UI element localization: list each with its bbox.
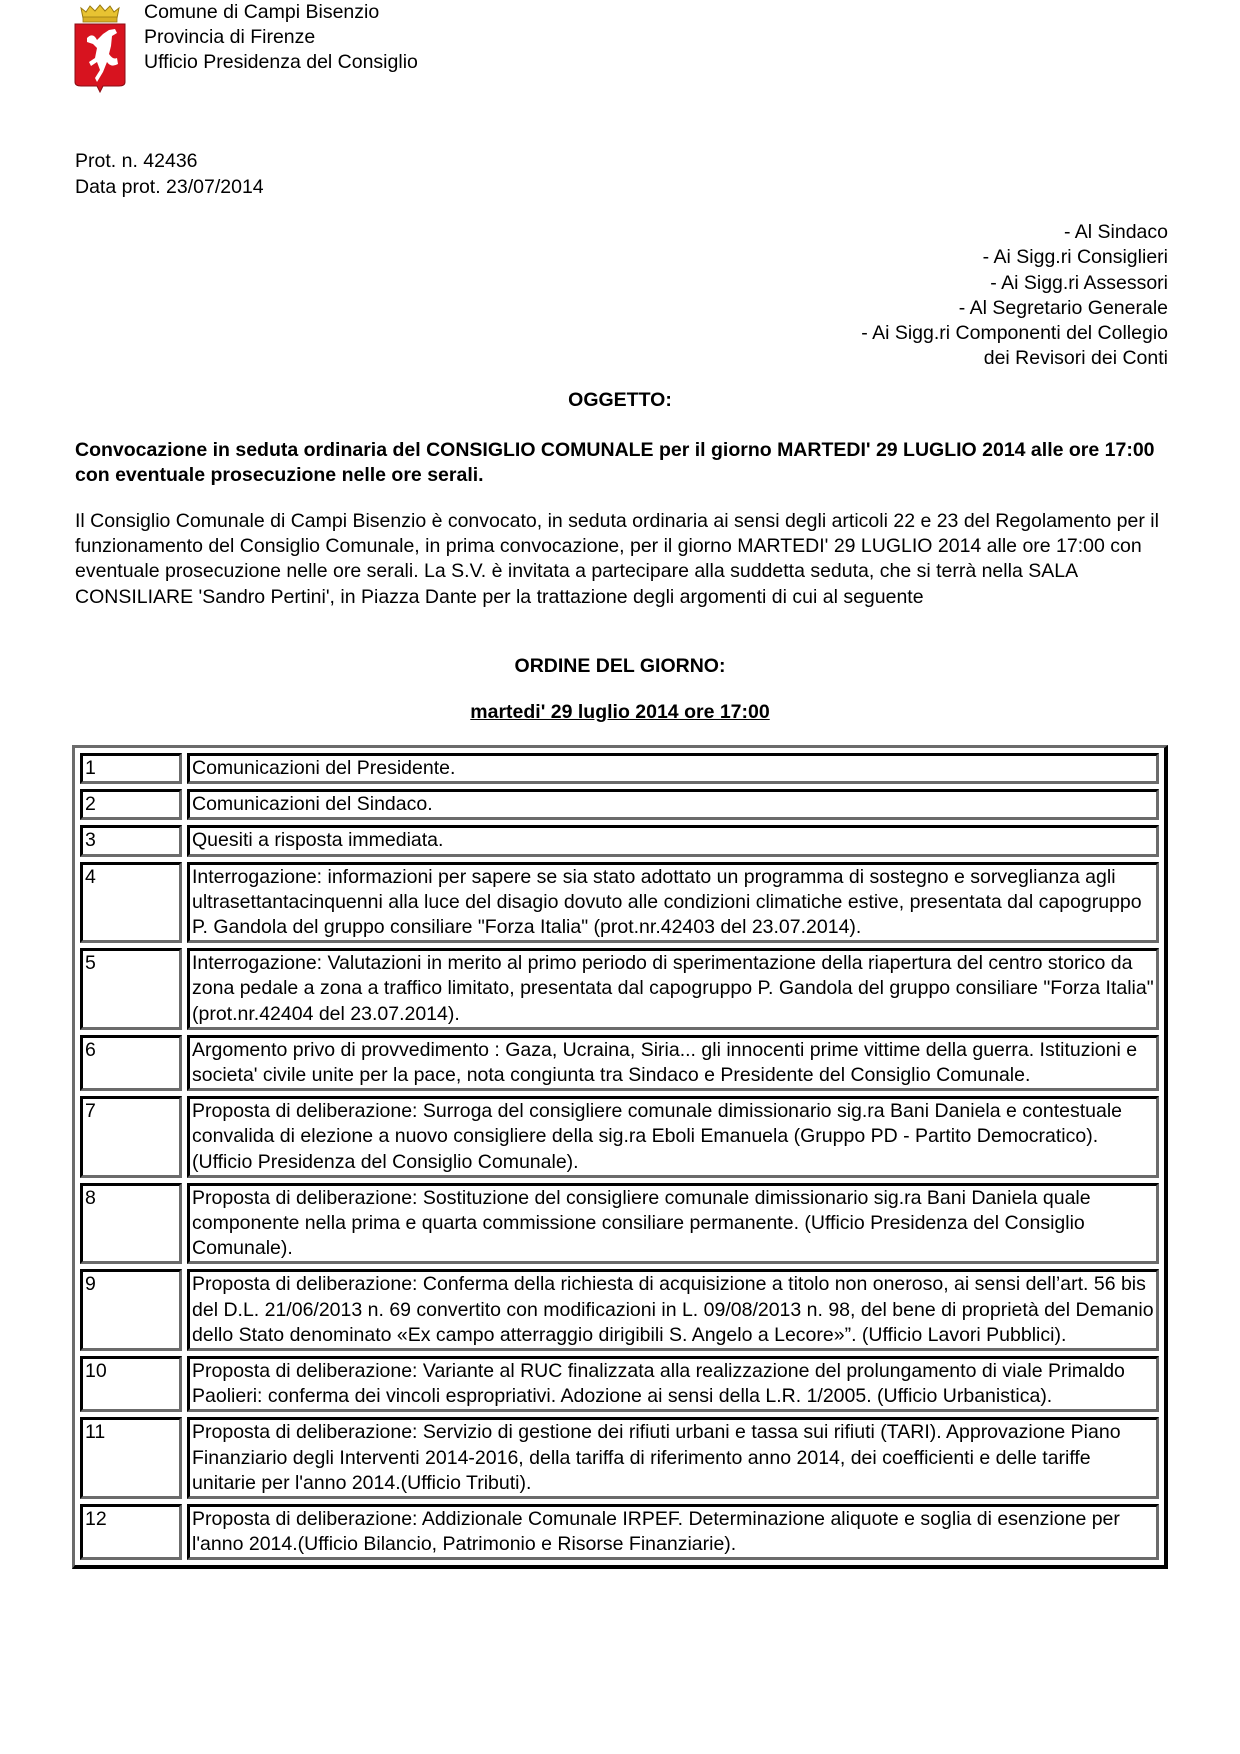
subject-label: OGGETTO: — [568, 389, 672, 411]
agenda-row — [80, 1096, 1159, 1178]
agenda-item-text: Proposta di deliberazione: Servizio di gestione dei rifiuti urbani e tassa sui rifiuti (TARI). Approvazione Piano Finanziario degli Interventi 2014-2016, della tariffa di riferimento anno 2014, dei coefficienti e delle tariffe unitarie per l'anno 2014.(Ufficio Tributi). — [187, 1417, 1159, 1499]
agenda-item-number: 1 — [80, 753, 182, 784]
agenda-item-text: Proposta di deliberazione: Conferma della richiesta di acquisizione a titolo non oneroso, ai sensi dell’art. 56 bis del D.L. 21/06/2013 n. 69 convertito con modificazioni in L. 09/08/2013 n. 98, del bene di proprietà del Demanio dello Stato denominato «Ex campo atterraggio dirigibili S. Angelo a Lecore»”. (Ufficio Lavori Pubblici). — [187, 1269, 1159, 1351]
agenda-item-text: Interrogazione: informazioni per sapere se sia stato adottato un programma di sostegno e sorveglianza agli ultrasettantacinquenni alla luce del disagio dovuto alle condizioni climatiche estive, presentata dal capogruppo P. Gandola del gruppo consiliare "Forza Italia" (prot.nr.42403 del 23.07.2014). — [187, 862, 1159, 944]
agenda-table — [72, 745, 1168, 1569]
protocol-block — [75, 148, 264, 200]
recipient: - Ai Sigg.ri Assessori — [990, 271, 1168, 294]
recipient: - Al Segretario Generale — [958, 296, 1168, 319]
agenda-item-number: 7 — [80, 1096, 182, 1178]
agenda-item-text: Proposta di deliberazione: Surroga del consigliere comunale dimissionario sig.ra Bani Daniela e contestuale convalida di elezione a nuovo consigliere della sig.ra Eboli Emanuela (Gruppo PD - Partito Democratico).(Ufficio Presidenza del Consiglio Comunale). — [187, 1096, 1159, 1178]
letterhead-office: Ufficio Presidenza del Consiglio — [144, 51, 418, 73]
agenda-item-number: 4 — [80, 862, 182, 944]
agenda-item-number: 6 — [80, 1035, 182, 1091]
recipients-list — [861, 220, 1168, 372]
agenda-row — [80, 1356, 1159, 1412]
protocol-number: Prot. n. 42436 — [75, 150, 198, 172]
protocol-date: Data prot. 23/07/2014 — [75, 176, 264, 198]
agenda-row — [80, 1417, 1159, 1499]
agenda-item-text: Interrogazione: Valutazioni in merito al primo periodo di sperimentazione della riapertura del centro storico da zona pedale a zona a traffico limitato, presentata dal capogruppo P. Gandola del gruppo consiliare "Forza Italia" (prot.nr.42404 del 23.07.2014). — [187, 948, 1159, 1030]
agenda-row — [80, 862, 1159, 944]
recipient: - Ai Sigg.ri Consiglieri — [982, 246, 1168, 269]
agenda-row — [80, 948, 1159, 1030]
recipient: - Al Sindaco — [1063, 221, 1168, 243]
agenda-row — [80, 1269, 1159, 1351]
agenda-item-number: 3 — [80, 825, 182, 856]
recipient: - Ai Sigg.ri Componenti del Collegio — [861, 322, 1168, 345]
coat-of-arms-icon — [73, 2, 127, 94]
agenda-row — [80, 825, 1159, 856]
agenda-item-number: 12 — [80, 1504, 182, 1560]
letterhead — [144, 0, 418, 75]
agenda-row — [80, 1035, 1159, 1091]
agenda-item-number: 8 — [80, 1183, 182, 1265]
letterhead-province: Provincia di Firenze — [144, 26, 316, 48]
agenda-row — [80, 1504, 1159, 1560]
agenda-item-text: Comunicazioni del Sindaco. — [187, 789, 1159, 820]
agenda-item-number: 9 — [80, 1269, 182, 1351]
letterhead-municipality: Comune di Campi Bisenzio — [144, 1, 380, 23]
agenda-row — [80, 1183, 1159, 1265]
agenda-row — [80, 789, 1159, 820]
agenda-item-text: Proposta di deliberazione: Sostituzione del consigliere comunale dimissionario sig.ra Bani Daniela quale componente nella prima e quarta commissione consiliare permanente. (Ufficio Presidenza del Consiglio Comunale). — [187, 1183, 1159, 1265]
body-paragraph: Il Consiglio Comunale di Campi Bisenzio è convocato, in seduta ordinaria ai sensi degli articoli 22 e 23 del Regolamento per il funzionamento del Consiglio Comunale, in prima convocazione, per il giorno MARTEDI' 29 LUGLIO 2014 alle ore 17:00 con eventuale prosecuzione nelle ore serali. La S.V. è invitata a partecipare alla suddetta seduta, che si terrà nella SALA CONSILIARE 'Sandro Pertini', in Piazza Dante per la trattazione degli argomenti di cui al seguente — [75, 510, 1159, 608]
subject-text: Convocazione in seduta ordinaria del CONSIGLIO COMUNALE per il giorno MARTEDI' 29 LUGLIO 2014 alle ore 17:00 con eventuale prosecuzione nelle ore serali. — [75, 439, 1155, 486]
agenda-item-text: Proposta di deliberazione: Addizionale Comunale IRPEF. Determinazione aliquote e soglia di esenzione per l'anno 2014.(Ufficio Bilancio, Patrimonio e Risorse Finanziarie). — [187, 1504, 1159, 1560]
agenda-item-text: Quesiti a risposta immediata. — [187, 825, 1159, 856]
agenda-row — [80, 753, 1159, 784]
agenda-item-number: 10 — [80, 1356, 182, 1412]
agenda-item-text: Proposta di deliberazione: Variante al RUC finalizzata alla realizzazione del prolungamento di viale Primaldo Paolieri: conferma dei vincoli espropriativi. Adozione ai sensi della L.R. 1/2005. (Ufficio Urbanistica). — [187, 1356, 1159, 1412]
agenda-date: martedi' 29 luglio 2014 ore 17:00 — [470, 701, 770, 723]
agenda-title: ORDINE DEL GIORNO: — [514, 655, 726, 677]
recipient: dei Revisori dei Conti — [983, 347, 1168, 370]
agenda-item-text: Argomento privo di provvedimento : Gaza, Ucraina, Siria... gli innocenti prime vittime della guerra. Istituzioni e societa' civile unite per la pace, nota congiunta tra Sindaco e Presidente del Consiglio Comunale. — [187, 1035, 1159, 1091]
agenda-item-number: 11 — [80, 1417, 182, 1499]
agenda-item-number: 2 — [80, 789, 182, 820]
agenda-item-text: Comunicazioni del Presidente. — [187, 753, 1159, 784]
agenda-item-number: 5 — [80, 948, 182, 1030]
